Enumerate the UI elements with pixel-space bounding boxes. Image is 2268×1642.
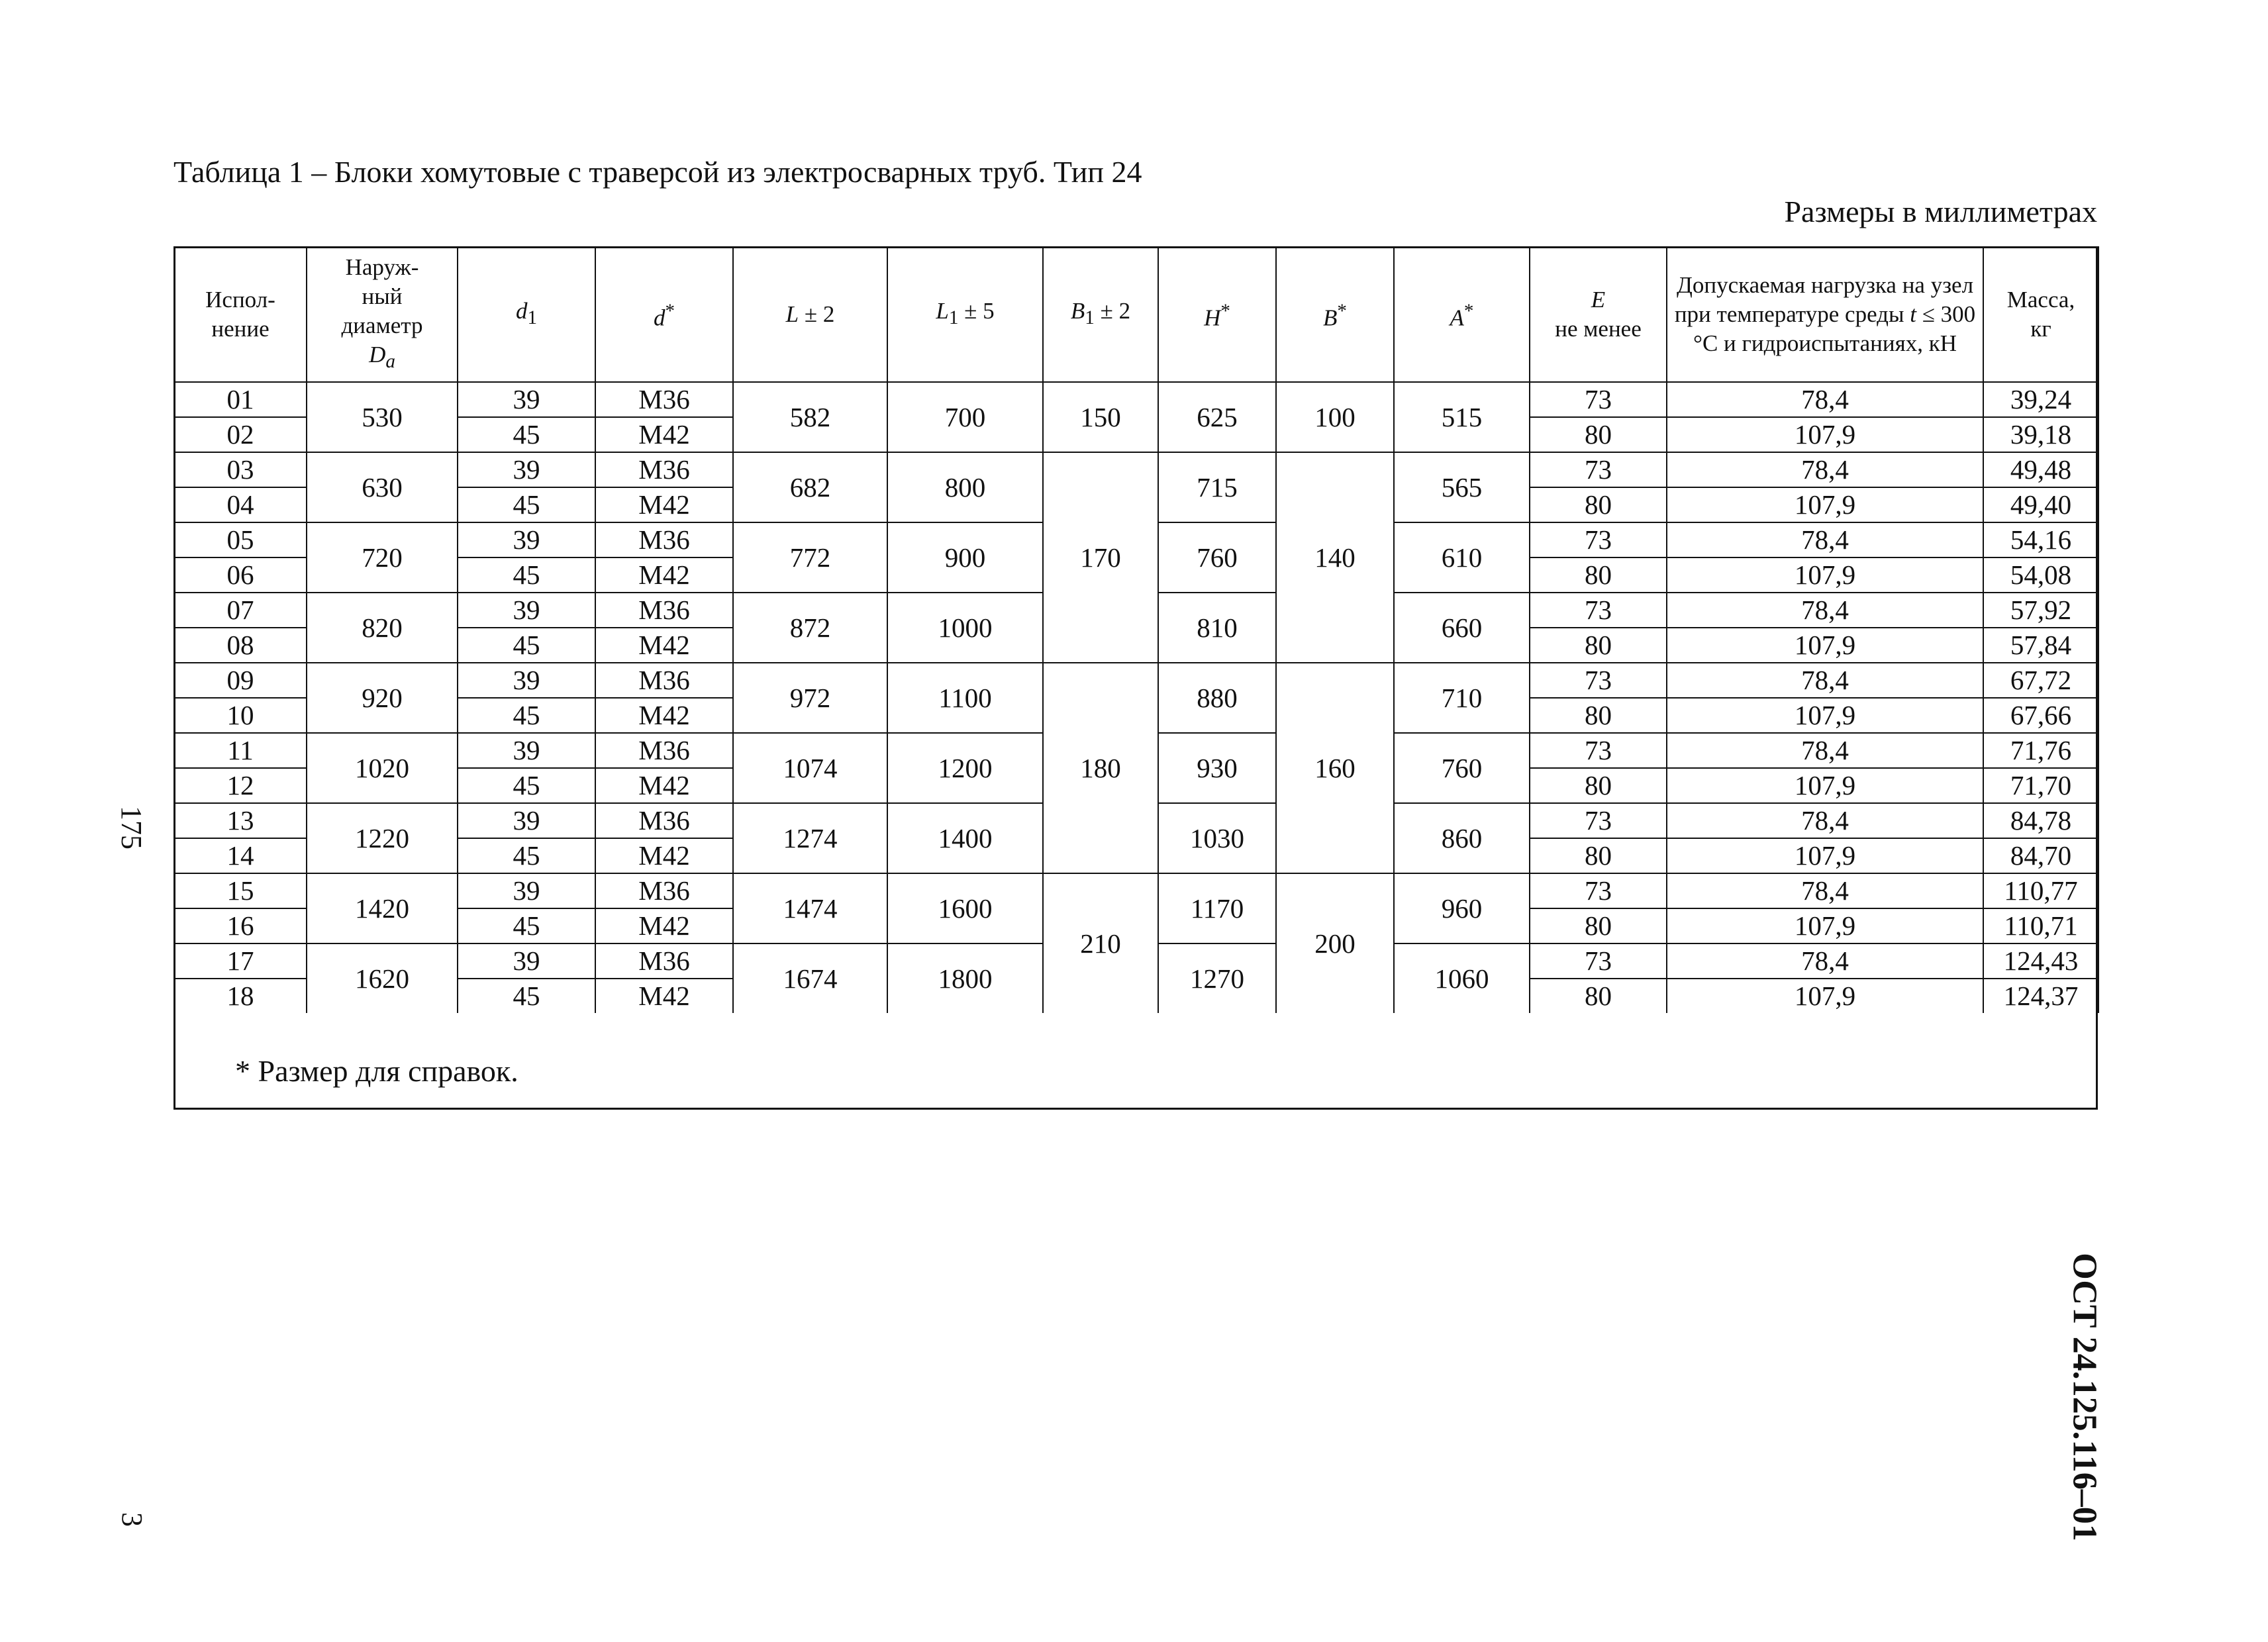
cell-load: 107,9 [1667,487,1983,522]
cell-e: 73 [1530,803,1667,838]
cell-l1: 1600 [887,873,1043,943]
table-row [174,382,2098,417]
cell-b1: 150 [1043,382,1158,452]
cell-isp: 07 [174,593,307,628]
cell-l: 682 [733,452,887,522]
cell-d: М42 [595,557,733,593]
cell-mass: 110,71 [1983,908,2098,943]
cell-load: 107,9 [1667,908,1983,943]
cell-d1: 39 [458,382,595,417]
cell-e: 73 [1530,733,1667,768]
cell-d: М36 [595,382,733,417]
cell-d1: 45 [458,908,595,943]
cell-l1: 800 [887,452,1043,522]
cell-l1: 1800 [887,943,1043,1013]
cell-l1: 1100 [887,663,1043,733]
cell-d1: 45 [458,768,595,803]
cell-l1: 700 [887,382,1043,452]
cell-isp: 11 [174,733,307,768]
cell-a: 760 [1394,733,1530,803]
cell-load: 107,9 [1667,838,1983,873]
cell-da: 1420 [307,873,458,943]
cell-e: 73 [1530,943,1667,979]
cell-l: 1274 [733,803,887,873]
cell-d: М42 [595,838,733,873]
cell-d1: 45 [458,838,595,873]
header-l1: $L_1 \pm 5$ [887,247,1043,382]
cell-mass: 124,43 [1983,943,2098,979]
cell-d1: 45 [458,628,595,663]
cell-isp: 09 [174,663,307,698]
cell-l: 972 [733,663,887,733]
cell-mass: 49,48 [1983,452,2098,487]
cell-l: 1674 [733,943,887,1013]
cell-mass: 57,92 [1983,593,2098,628]
cell-d: М42 [595,698,733,733]
cell-isp: 01 [174,382,307,417]
header-b1: $B_1 \pm 2$ [1043,247,1158,382]
cell-da: 820 [307,593,458,663]
cell-a: 515 [1394,382,1530,452]
cell-d: М42 [595,768,733,803]
cell-a: 960 [1394,873,1530,943]
cell-d1: 45 [458,487,595,522]
cell-da: 1620 [307,943,458,1013]
cell-l: 1474 [733,873,887,943]
header-e: E не менее [1530,247,1667,382]
cell-d1: 39 [458,452,595,487]
cell-isp: 06 [174,557,307,593]
cell-isp: 15 [174,873,307,908]
cell-e: 73 [1530,873,1667,908]
cell-isp: 16 [174,908,307,943]
cell-mass: 110,77 [1983,873,2098,908]
cell-b: 100 [1276,382,1394,452]
cell-d: М36 [595,873,733,908]
cell-e: 73 [1530,522,1667,557]
cell-a: 710 [1394,663,1530,733]
cell-d1: 45 [458,698,595,733]
header-load: Допускаемая нагрузка на узел при температуре среды t ≤ 300 °С и гидроиспытаниях, кН [1667,247,1983,382]
cell-load: 78,4 [1667,803,1983,838]
cell-e: 73 [1530,452,1667,487]
cell-e: 80 [1530,698,1667,733]
cell-mass: 84,78 [1983,803,2098,838]
cell-d1: 39 [458,733,595,768]
cell-d: М36 [595,803,733,838]
cell-d1: 39 [458,873,595,908]
cell-load: 78,4 [1667,943,1983,979]
cell-h: 810 [1158,593,1276,663]
cell-load: 107,9 [1667,417,1983,452]
cell-l1: 900 [887,522,1043,593]
cell-e: 80 [1530,768,1667,803]
cell-mass: 84,70 [1983,838,2098,873]
cell-mass: 57,84 [1983,628,2098,663]
cell-isp: 08 [174,628,307,663]
cell-mass: 39,24 [1983,382,2098,417]
cell-h: 625 [1158,382,1276,452]
cell-load: 107,9 [1667,628,1983,663]
cell-mass: 67,72 [1983,663,2098,698]
cell-e: 80 [1530,417,1667,452]
cell-isp: 02 [174,417,307,452]
cell-h: 930 [1158,733,1276,803]
cell-d: М42 [595,979,733,1013]
cell-l1: 1200 [887,733,1043,803]
cell-l: 1074 [733,733,887,803]
cell-isp: 05 [174,522,307,557]
cell-h: 1170 [1158,873,1276,943]
cell-d: М36 [595,522,733,557]
cell-a: 565 [1394,452,1530,522]
cell-isp: 17 [174,943,307,979]
cell-d: М36 [595,733,733,768]
cell-e: 73 [1530,663,1667,698]
cell-da: 630 [307,452,458,522]
cell-da: 1020 [307,733,458,803]
cell-d1: 39 [458,803,595,838]
cell-da: 720 [307,522,458,593]
cell-d: М36 [595,452,733,487]
cell-load: 107,9 [1667,557,1983,593]
header-a: A* [1394,247,1530,382]
cell-da: 920 [307,663,458,733]
cell-l: 772 [733,522,887,593]
cell-a: 660 [1394,593,1530,663]
cell-d1: 39 [458,663,595,698]
cell-h: 760 [1158,522,1276,593]
cell-mass: 71,76 [1983,733,2098,768]
cell-e: 73 [1530,382,1667,417]
header-l: L ± 2 [733,247,887,382]
cell-h: 1030 [1158,803,1276,873]
cell-d: М42 [595,908,733,943]
document-id: ОСТ 24.125.116–01 [2065,1253,2104,1541]
header-b: B* [1276,247,1394,382]
cell-a: 860 [1394,803,1530,873]
cell-b: 160 [1276,663,1394,873]
cell-d: М36 [595,663,733,698]
cell-l: 872 [733,593,887,663]
header-d: d* [595,247,733,382]
cell-load: 107,9 [1667,979,1983,1013]
cell-l1: 1000 [887,593,1043,663]
cell-d1: 39 [458,593,595,628]
cell-d1: 39 [458,943,595,979]
cell-isp: 04 [174,487,307,522]
cell-d1: 39 [458,522,595,557]
cell-b1: 180 [1043,663,1158,873]
cell-e: 80 [1530,908,1667,943]
cell-isp: 03 [174,452,307,487]
header-d1: $d_1$ [458,247,595,382]
cell-isp: 18 [174,979,307,1013]
header-mass: Масса, кг [1983,247,2098,382]
cell-mass: 54,08 [1983,557,2098,593]
cell-b: 200 [1276,873,1394,1013]
cell-load: 78,4 [1667,452,1983,487]
header-h: H* [1158,247,1276,382]
spec-table [173,246,2099,1013]
table-row [174,452,2098,487]
cell-d: М42 [595,417,733,452]
cell-da: 1220 [307,803,458,873]
cell-e: 80 [1530,487,1667,522]
table-header-row [174,247,2098,382]
table-caption: Таблица 1 – Блоки хомутовые с траверсой из электросварных труб. Тип 24 [173,155,1142,189]
table-row [174,873,2098,908]
cell-isp: 14 [174,838,307,873]
cell-e: 80 [1530,838,1667,873]
cell-load: 78,4 [1667,382,1983,417]
footnote: * Размер для справок. [235,1054,518,1088]
cell-load: 78,4 [1667,873,1983,908]
cell-d1: 45 [458,979,595,1013]
cell-b1: 170 [1043,452,1158,663]
cell-a: 1060 [1394,943,1530,1013]
cell-load: 107,9 [1667,698,1983,733]
cell-isp: 13 [174,803,307,838]
cell-mass: 71,70 [1983,768,2098,803]
cell-l1: 1400 [887,803,1043,873]
cell-mass: 124,37 [1983,979,2098,1013]
cell-load: 78,4 [1667,522,1983,557]
cell-isp: 12 [174,768,307,803]
cell-d: М36 [595,943,733,979]
header-ispolnenie: Испол- нение [174,247,307,382]
cell-d1: 45 [458,417,595,452]
cell-d: М36 [595,593,733,628]
cell-mass: 67,66 [1983,698,2098,733]
cell-mass: 49,40 [1983,487,2098,522]
cell-load: 78,4 [1667,663,1983,698]
table-row [174,663,2098,698]
cell-load: 107,9 [1667,768,1983,803]
cell-l: 582 [733,382,887,452]
page-number: 175 [115,806,148,849]
cell-mass: 39,18 [1983,417,2098,452]
cell-e: 73 [1530,593,1667,628]
cell-da: 530 [307,382,458,452]
cell-b1: 210 [1043,873,1158,1013]
cell-isp: 10 [174,698,307,733]
header-outer-diameter: Наруж- ный диаметр $D_a$ [307,247,458,382]
cell-h: 715 [1158,452,1276,522]
cell-e: 80 [1530,628,1667,663]
cell-h: 1270 [1158,943,1276,1013]
cell-d: М42 [595,487,733,522]
cell-d: М42 [595,628,733,663]
units-note: Размеры в миллиметрах [1784,195,2097,228]
cell-e: 80 [1530,557,1667,593]
cell-a: 610 [1394,522,1530,593]
sheet-number: 3 [116,1512,148,1527]
cell-d1: 45 [458,557,595,593]
cell-h: 880 [1158,663,1276,733]
cell-e: 80 [1530,979,1667,1013]
cell-mass: 54,16 [1983,522,2098,557]
cell-load: 78,4 [1667,593,1983,628]
cell-load: 78,4 [1667,733,1983,768]
cell-b: 140 [1276,452,1394,663]
